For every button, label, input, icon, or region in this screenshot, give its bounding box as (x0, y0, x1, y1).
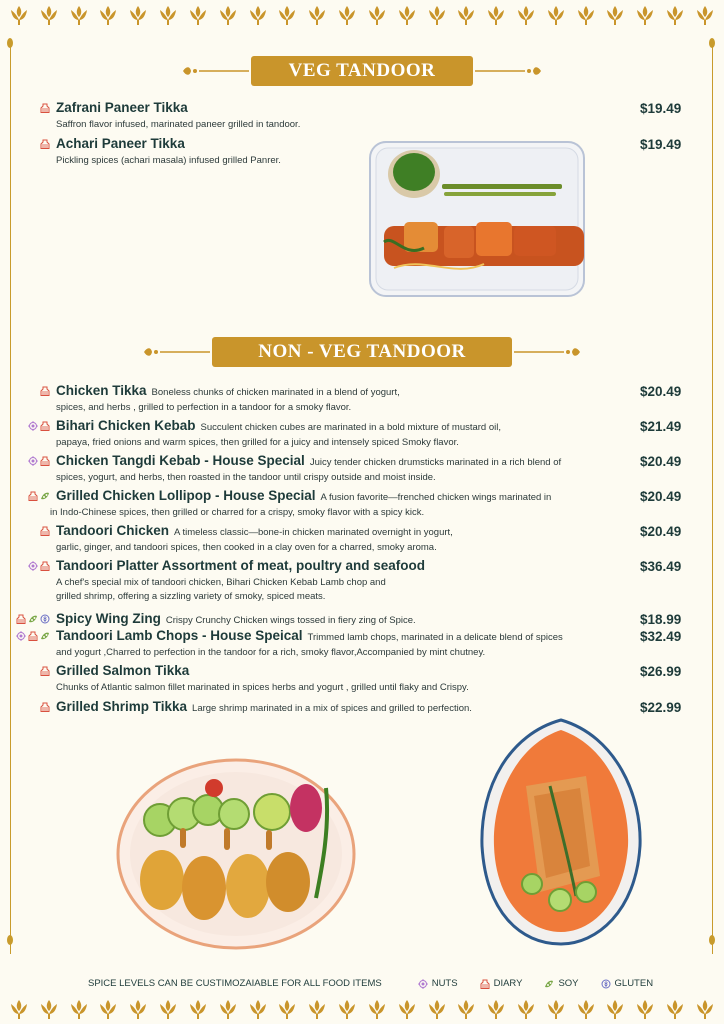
diary-icon (40, 386, 50, 396)
legend-label: DIARY (493, 978, 523, 989)
top-border (0, 0, 724, 30)
left-border-line (10, 42, 11, 954)
tulip-ornament-icon (337, 4, 357, 26)
flourish-right-icon (512, 345, 582, 359)
tulip-ornament-icon (486, 998, 506, 1020)
item-price: $26.99 (640, 664, 682, 679)
tulip-ornament-icon (427, 4, 447, 26)
salmon-tikka-photo (476, 716, 646, 948)
item-name: Bihari Chicken Kebab (56, 418, 196, 433)
diary-icon (40, 456, 50, 466)
legend-label: SOY (558, 978, 579, 989)
allergen-icons (40, 139, 50, 149)
item-description: grilled shrimp, offering a sizzling variety of smoky, spiced meats. (56, 591, 326, 602)
menu-item (56, 558, 425, 573)
item-description: Boneless chunks of chicken marinated in a blend of yogurt, (151, 387, 400, 398)
menu-item (56, 100, 188, 115)
item-price: $20.49 (640, 524, 682, 539)
item-description: Pickling spices (achari masala) infused grilled Panrer. (56, 155, 281, 166)
menu-item (56, 136, 185, 151)
veg-section-banner (170, 56, 554, 86)
item-description: Succulent chicken cubes are marinated in a bold mixture of mustard oil, (200, 422, 502, 433)
legend-item (601, 978, 654, 989)
tulip-ornament-icon (665, 998, 685, 1020)
tulip-ornament-icon (456, 4, 476, 26)
tulip-ornament-icon (158, 998, 178, 1020)
diary-icon (40, 421, 50, 431)
tulip-ornament-icon (69, 4, 89, 26)
tulip-ornament-icon (576, 998, 596, 1020)
item-description: A timeless classic—bone-in chicken marinated overnight in yogurt, (174, 527, 453, 538)
nuts-icon (28, 421, 38, 431)
right-border-line (712, 42, 713, 954)
tulip-ornament-icon (9, 4, 29, 26)
gluten-icon (601, 979, 611, 989)
spice-note: SPICE LEVELS CAN BE CUSTIMOZAIABLE FOR ALL FOOD ITEMS (88, 978, 382, 989)
diary-icon (28, 631, 38, 641)
allergen-icons (40, 103, 50, 113)
item-price: $32.49 (640, 629, 682, 644)
flourish-right-icon (473, 64, 543, 78)
diary-icon (40, 139, 50, 149)
item-price: $36.49 (640, 559, 682, 574)
item-description: and yogurt ,Charred to perfection in the tandoor for a rich, smoky flavor,Accompanied by mint chutney. (56, 647, 486, 658)
tulip-ornament-icon (546, 998, 566, 1020)
item-name: Grilled Chicken Lollipop - House Special (56, 488, 316, 503)
menu-item (56, 523, 453, 538)
nuts-icon (28, 456, 38, 466)
tulip-ornament-icon (695, 998, 715, 1020)
tulip-ornament-icon (128, 4, 148, 26)
item-description: A chef's special mix of tandoori chicken, Bihari Chicken Kebab Lamb chop and (56, 577, 386, 588)
diary-icon (40, 561, 50, 571)
diary-icon (16, 614, 26, 624)
tulip-ornament-icon (128, 998, 148, 1020)
item-name: Zafrani Paneer Tikka (56, 100, 188, 115)
item-description: papaya, fried onions and warm spices, then grilled for a juicy and intensely spiced Smoky flavor. (56, 437, 459, 448)
tulip-ornament-icon (546, 4, 566, 26)
tulip-ornament-icon (277, 4, 297, 26)
item-name: Grilled Salmon Tikka (56, 663, 190, 678)
tulip-ornament-icon (98, 998, 118, 1020)
veg-section-title: VEG TANDOOR (251, 56, 473, 86)
tulip-ornament-icon (218, 998, 238, 1020)
tulip-ornament-icon (248, 998, 268, 1020)
tulip-ornament-icon (188, 998, 208, 1020)
tulip-ornament-icon (307, 998, 327, 1020)
tulip-ornament-icon (397, 4, 417, 26)
legend-item (544, 978, 578, 989)
tulip-ornament-icon (516, 998, 536, 1020)
item-description: in Indo-Chinese spices, then grilled or charred for a crispy, smoky flavor with a spicy kick. (50, 507, 425, 518)
item-name: Chicken Tikka (56, 383, 147, 398)
item-price: $19.49 (640, 101, 682, 116)
allergen-icons (16, 614, 50, 624)
tulip-ornament-icon (397, 998, 417, 1020)
allergen-icons (28, 421, 50, 431)
soy-icon (40, 631, 50, 641)
item-price: $20.49 (640, 489, 682, 504)
tulip-ornament-icon (695, 4, 715, 26)
tulip-ornament-icon (9, 998, 29, 1020)
nuts-icon (418, 979, 428, 989)
item-description: Saffron flavor infused, marinated paneer grilled in tandoor. (56, 119, 301, 130)
item-name: Chicken Tangdi Kebab - House Special (56, 453, 305, 468)
tulip-ornament-icon (576, 4, 596, 26)
flourish-left-icon (181, 64, 251, 78)
menu-item (56, 488, 551, 503)
item-name: Achari Paneer Tikka (56, 136, 185, 151)
bottom-border (0, 994, 724, 1024)
tulip-ornament-icon (427, 998, 447, 1020)
item-description: Juicy tender chicken drumsticks marinated in a rich blend of (309, 457, 562, 468)
tulip-ornament-icon (98, 4, 118, 26)
tulip-ornament-icon (486, 4, 506, 26)
tulip-ornament-icon (367, 4, 387, 26)
border-ornament (709, 935, 715, 945)
diary-icon (40, 103, 50, 113)
item-description: Trimmed lamb chops, marinated in a delicate blend of spices (307, 632, 563, 643)
flourish-left-icon (142, 345, 212, 359)
menu-item (56, 383, 400, 398)
tulip-ornament-icon (516, 4, 536, 26)
allergen-icons (16, 631, 50, 641)
tulip-ornament-icon (367, 998, 387, 1020)
item-price: $21.49 (640, 419, 682, 434)
menu-item (56, 663, 189, 678)
allergen-icons (28, 456, 50, 466)
soy-icon (28, 614, 38, 624)
tulip-ornament-icon (69, 998, 89, 1020)
allergen-icons (40, 666, 50, 676)
item-description: spices, yogurt, and herbs, then roasted in the tandoor until crispy outside and moist inside. (56, 472, 436, 483)
item-price: $20.49 (640, 454, 682, 469)
tulip-ornament-icon (218, 4, 238, 26)
tulip-ornament-icon (277, 998, 297, 1020)
border-ornament (7, 935, 13, 945)
item-description: Chunks of Atlantic salmon fillet marinated in spices herbs and yogurt , grilled until flaky and Crispy. (56, 682, 469, 693)
item-description: spices, and herbs , grilled to perfection in a tandoor for a smoky flavor. (56, 402, 352, 413)
tulip-ornament-icon (39, 4, 59, 26)
nuts-icon (16, 631, 26, 641)
menu-item (56, 628, 563, 643)
border-ornament (7, 38, 13, 48)
tulip-ornament-icon (188, 4, 208, 26)
allergen-icons (28, 491, 50, 501)
gluten-icon (40, 614, 50, 624)
tulip-ornament-icon (635, 4, 655, 26)
nuts-icon (28, 561, 38, 571)
legend-item (480, 978, 523, 989)
item-description: garlic, ginger, and tandoori spices, then cooked in a clay oven for a charred, smoky aroma. (56, 542, 437, 553)
diary-icon (40, 702, 50, 712)
item-name: Grilled Shrimp Tikka (56, 699, 188, 714)
diary-icon (40, 666, 50, 676)
tulip-ornament-icon (337, 998, 357, 1020)
tulip-ornament-icon (635, 998, 655, 1020)
menu-item (56, 699, 472, 714)
diary-icon (40, 526, 50, 536)
item-name: Tandoori Platter Assortment of meat, poultry and seafood (56, 558, 426, 573)
menu-item (56, 611, 416, 626)
nonveg-section-title: NON - VEG TANDOOR (212, 337, 512, 367)
item-name: Spicy Wing Zing (56, 611, 161, 626)
tulip-ornament-icon (665, 4, 685, 26)
item-price: $18.99 (640, 612, 682, 627)
item-description: Crispy Crunchy Chicken wings tossed in fiery zing of Spice. (165, 615, 416, 626)
tandoori-chicken-photo (116, 758, 356, 950)
legend-label: GLUTEN (614, 978, 654, 989)
item-name: Tandoori Lamb Chops - House Speical (56, 628, 303, 643)
item-price: $19.49 (640, 137, 682, 152)
tulip-ornament-icon (158, 4, 178, 26)
item-price: $20.49 (640, 384, 682, 399)
soy-icon (544, 979, 554, 989)
paneer-tikka-photo (364, 138, 588, 300)
item-name: Tandoori Chicken (56, 523, 170, 538)
menu-item (56, 418, 501, 433)
footer-legend (88, 978, 653, 989)
item-description: Large shrimp marinated in a mix of spices and grilled to perfection. (192, 703, 472, 714)
diary-icon (28, 491, 38, 501)
menu-item (56, 453, 561, 468)
allergen-icons (40, 526, 50, 536)
tulip-ornament-icon (39, 998, 59, 1020)
allergen-icons (40, 386, 50, 396)
tulip-ornament-icon (307, 4, 327, 26)
border-ornament (709, 38, 715, 48)
diary-icon (480, 979, 490, 989)
tulip-ornament-icon (248, 4, 268, 26)
legend-item (418, 978, 458, 989)
tulip-ornament-icon (605, 998, 625, 1020)
allergen-icons (28, 561, 50, 571)
allergen-icons (40, 702, 50, 712)
item-price: $22.99 (640, 700, 682, 715)
tulip-ornament-icon (605, 4, 625, 26)
nonveg-section-banner (140, 337, 584, 367)
legend-label: NUTS (431, 978, 458, 989)
item-description: A fusion favorite—frenched chicken wings marinated in (320, 492, 552, 503)
tulip-ornament-icon (456, 998, 476, 1020)
soy-icon (40, 491, 50, 501)
